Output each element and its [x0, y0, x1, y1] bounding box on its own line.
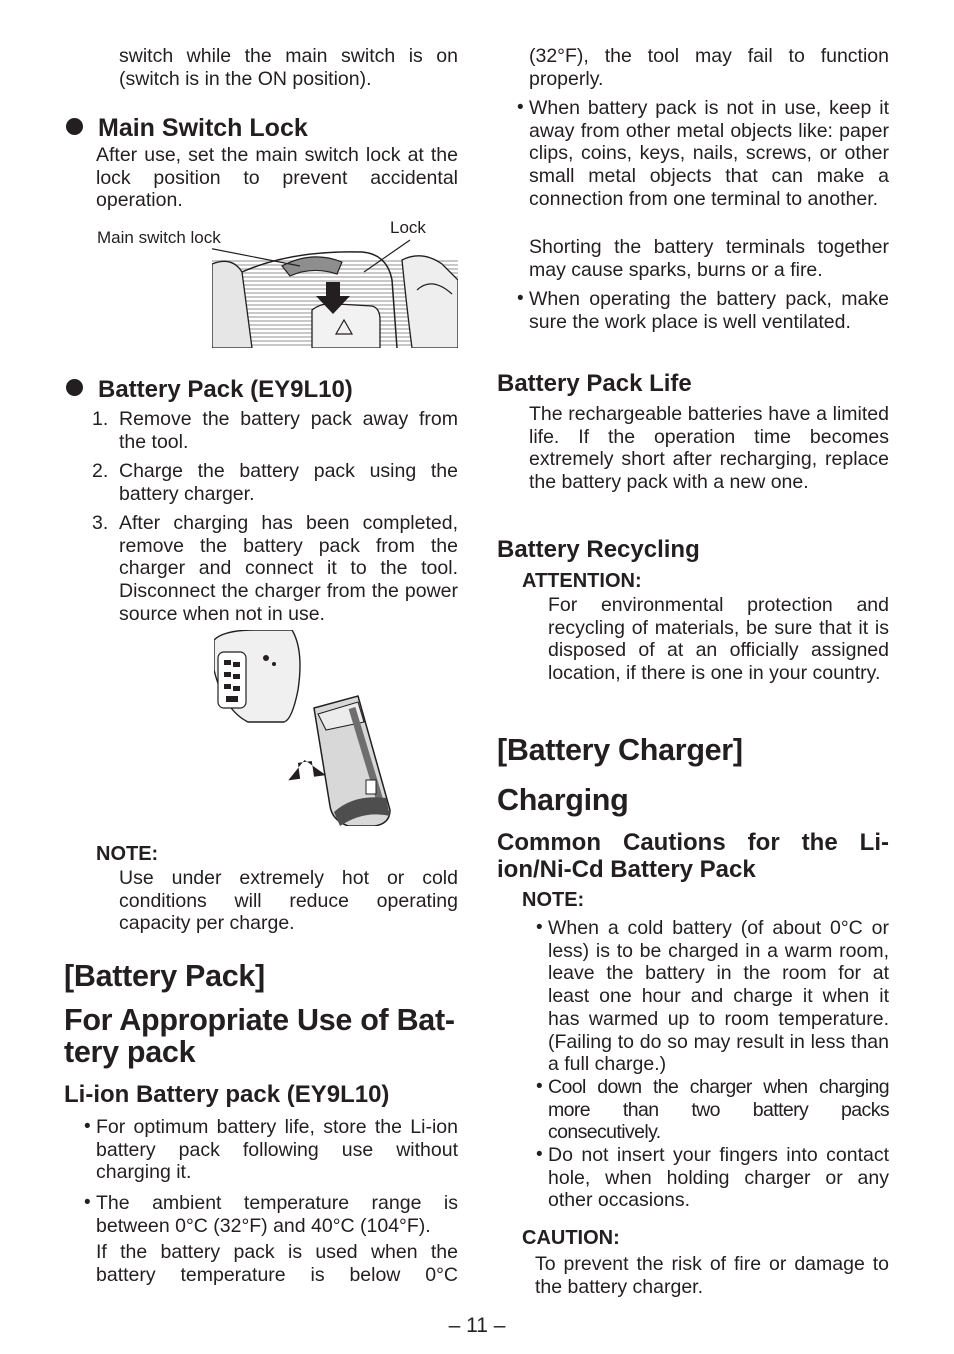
- main-switch-lock-body: After use, set the main switch lock at the lock position to prevent accidental operation.: [96, 144, 458, 212]
- continuation-text: (32°F), the tool may fail to function properly.: [529, 45, 889, 90]
- charging-title: Charging: [497, 783, 629, 817]
- recycling-heading: Battery Recycling: [497, 536, 700, 563]
- list-item: 1. Remove the battery pack away from the tool.: [92, 408, 458, 453]
- bullet-dot-icon: •: [84, 1192, 91, 1213]
- bullet-dot-icon: •: [517, 97, 524, 118]
- list-item: 2. Charge the battery pack using the battery charger.: [92, 460, 458, 505]
- battery-life-text: The rechargeable batteries have a limited life. If the operation time becomes extremely short after recharging, replace the battery pack with a new one.: [529, 403, 889, 494]
- list-item: • When operating the battery pack, make sure the work place is well ventilated.: [517, 288, 889, 333]
- list-item: • When battery pack is not in use, keep it away from other metal objects like: paper clips, coins, keys, nails, screws, or other small metal objects that can make a connection from one terminal to another.: [517, 97, 889, 210]
- caution-label: CAUTION:: [522, 1227, 620, 1249]
- battery-removal-illustration: [214, 630, 394, 826]
- caution-text: To prevent the risk of fire or damage to the battery charger.: [535, 1253, 889, 1298]
- list-item: • The ambient temperature range is between 0°C (32°F) and 40°C (104°F).: [84, 1192, 458, 1237]
- list-item: • When a cold battery (of about 0°C or less) is to be charged in a warm room, leave the battery in the room for at least one hour and charge it when it has warmed up to room temperature. (Failing to do so may result in less than a full charge.): [536, 917, 889, 1076]
- battery-charger-title: [Battery Charger]: [497, 733, 743, 767]
- battery-pack-ey9l10-heading: Battery Pack (EY9L10): [66, 375, 353, 404]
- battery-life-heading: Battery Pack Life: [497, 370, 692, 397]
- note-text: Use under extremely hot or cold conditions will reduce operating capacity per charge.: [119, 867, 458, 935]
- bullet-dot-icon: •: [517, 288, 524, 309]
- lock-label: Lock: [390, 218, 426, 237]
- list-item: 3. After charging has been completed, remove the battery pack from the charger and connect it to the tool. Disconnect the charger from the power source when not in use.: [92, 512, 458, 625]
- bullet-dot-icon: •: [536, 1076, 543, 1097]
- bullet-dot-icon: •: [536, 1144, 543, 1165]
- list-item: • Do not insert your fingers into contact hole, when holding charger or any other occasions.: [536, 1144, 889, 1212]
- bullet-dot-icon: [66, 379, 83, 396]
- bullet-dot-icon: •: [536, 917, 543, 938]
- list-item: • For optimum battery life, store the Li-ion battery pack following use without charging it.: [84, 1116, 458, 1184]
- common-cautions-heading: Common Cautions for the Li-ion/Ni-Cd Battery Pack: [497, 829, 889, 883]
- battery-pack-title: [Battery Pack]: [64, 959, 265, 993]
- li-ion-continuation: If the battery pack is used when the battery temperature is below 0°C: [96, 1241, 458, 1286]
- intro-text: switch while the main switch is on (switch is in the ON position).: [119, 45, 458, 90]
- bullet-dot-icon: [66, 118, 83, 135]
- attention-text: For environmental protection and recycling of materials, be sure that it is disposed of at an officially assigned location, if there is one in your country.: [548, 594, 889, 685]
- main-switch-lock-heading: Main Switch Lock: [66, 114, 308, 142]
- note-label: NOTE:: [96, 843, 159, 865]
- bullet-dot-icon: •: [84, 1116, 91, 1137]
- shorting-text: Shorting the battery terminals together may cause sparks, burns or a fire.: [529, 236, 889, 281]
- attention-label: ATTENTION:: [522, 570, 642, 592]
- page-number: – 11 –: [448, 1314, 506, 1337]
- main-switch-lock-label: Main switch lock: [97, 228, 221, 247]
- li-ion-heading: Li-ion Battery pack (EY9L10): [64, 1081, 390, 1108]
- appropriate-use-title: For Appropriate Use of Bat- tery pack: [64, 1003, 455, 1069]
- list-item: • Cool down the charger when charging more than two battery packs consecutively.: [536, 1076, 889, 1144]
- note-label: NOTE:: [522, 889, 585, 911]
- main-switch-lock-illustration: [212, 220, 458, 348]
